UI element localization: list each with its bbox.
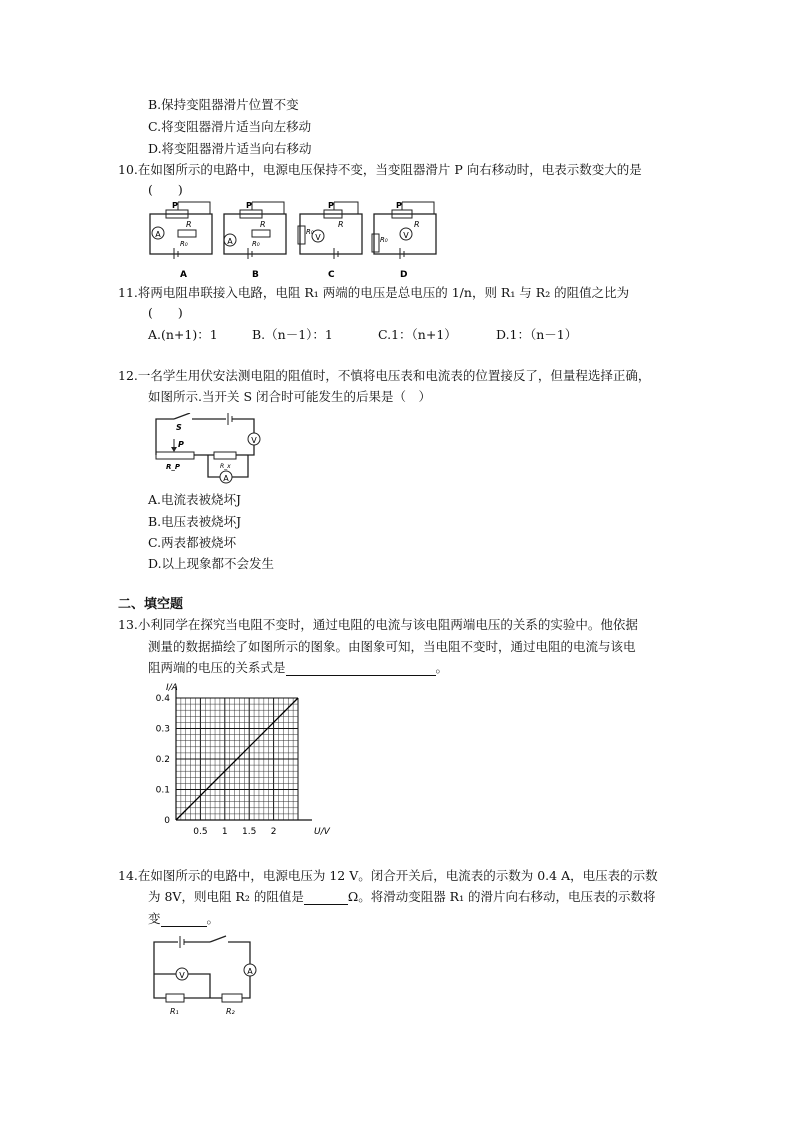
- circuit-d-resistor: R₀: [380, 236, 388, 244]
- section-heading: 二、填空题: [118, 597, 184, 612]
- x-tick-label: 1.5: [242, 827, 257, 837]
- q13-line-1: 13.小利同学在探究当电阻不变时，通过电阻的电流与该电阻两端电压的关系的实验中。他依据: [118, 617, 638, 632]
- circuit-a: [150, 201, 212, 280]
- q13-line-2: 测量的数据描绘了如图所示的图象。由图象可知，当电阻不变时，通过电阻的电流与该电: [148, 639, 636, 654]
- q12-option-c: C.两表都被烧坏: [148, 535, 237, 550]
- q12-switch-label: S: [176, 423, 182, 432]
- q9-option-d: D.将变阻器滑片适当向右移动: [148, 141, 312, 156]
- q14-line-2b: Ω。将滑动变阻器 R₁ 的滑片向右移动，电压表的示数将: [347, 889, 656, 904]
- q14-line-3b: 。: [206, 911, 220, 926]
- q14-circuit-figure: [148, 934, 268, 1020]
- q13-line-3: [148, 660, 448, 676]
- circuit-b-resistor: R₀: [252, 240, 260, 248]
- circuit-b-rheostat: R: [260, 220, 266, 229]
- q12-resistor-label: R_x: [220, 463, 231, 470]
- q14-voltmeter: V: [179, 971, 185, 980]
- x-tick-label: 0.5: [193, 827, 208, 837]
- circuit-a-meter: A: [155, 230, 161, 239]
- q10-blank: ( ): [148, 182, 183, 197]
- circuit-c-resistor: R₀: [306, 228, 314, 236]
- circuit-d: [372, 201, 436, 280]
- q12-ammeter: A: [223, 474, 229, 483]
- q11-blank: ( ): [148, 305, 183, 320]
- q10-stem: 10.在如图所示的电路中，电源电压保持不变，当变阻器滑片 P 向右移动时，电表示数变大的是: [118, 162, 642, 177]
- q11-stem: 11.将两电阻串联接入电路，电阻 R₁ 两端的电压是总电压的 1/n，则 R₁ 与 R₂ 的阻值之比为: [118, 285, 630, 300]
- q14-answer-blank-2: [161, 913, 207, 927]
- q12-stem-2: 如图所示.当开关 S 闭合时可能发生的后果是（ ）: [148, 389, 431, 404]
- q13-line-3-end: 。: [435, 660, 449, 675]
- q12-voltmeter: V: [251, 436, 257, 445]
- q12-rheostat-label: R_P: [166, 463, 181, 471]
- circuit-c-rheostat: R: [338, 220, 344, 229]
- q14-answer-blank-1: [304, 891, 348, 905]
- circuit-b: [224, 201, 286, 280]
- y-tick-label: 0.1: [155, 785, 170, 796]
- y-tick-label: 0.4: [155, 694, 170, 704]
- q9-option-b: B.保持变阻器滑片位置不变: [148, 97, 299, 112]
- q14-line-2: [148, 889, 656, 905]
- q12-circuit-figure: [150, 413, 276, 487]
- q12-stem: 12.一名学生用伏安法测电阻的阻值时，不慎将电压表和电流表的位置接反了，但量程选择正确，: [118, 368, 651, 383]
- circuit-d-label: D: [400, 270, 408, 280]
- q14-line-3a: 变: [148, 911, 161, 926]
- circuit-d-slider: P: [396, 201, 402, 210]
- circuit-d-rheostat: R: [414, 220, 420, 229]
- q11-option-c: C.1：（n+1）: [378, 327, 457, 342]
- x-tick-label: 2: [270, 827, 277, 837]
- y-tick-label: 0.2: [155, 755, 170, 765]
- circuit-b-label: B: [252, 270, 259, 280]
- q12-slider-label: P: [178, 440, 184, 449]
- circuit-a-rheostat: R: [186, 220, 192, 229]
- q14-ammeter: A: [247, 967, 253, 976]
- circuit-d-meter: V: [403, 231, 409, 240]
- circuit-b-meter: A: [227, 237, 233, 246]
- q11-option-a: A.(n+1)：1: [148, 327, 218, 342]
- q14-r1-label: R₁: [170, 1007, 179, 1016]
- circuit-c-slider: P: [328, 201, 334, 210]
- circuit-c: [298, 201, 362, 280]
- y-tick-label: 0: [164, 816, 170, 826]
- q14-line-3: [148, 911, 219, 927]
- q13-iu-graph: [148, 680, 338, 840]
- q11-option-b: B.（n－1）：1: [252, 327, 333, 342]
- q11-option-d: D.1：（n－1）: [496, 327, 578, 342]
- circuit-a-resistor: R₀: [180, 240, 188, 248]
- circuit-c-meter: V: [315, 233, 321, 242]
- circuit-c-label: C: [328, 270, 335, 280]
- q12-option-a: A.电流表被烧坏J: [148, 492, 242, 507]
- x-axis-label: U/V: [314, 827, 330, 837]
- y-axis-label: I/A: [166, 683, 178, 693]
- circuit-b-slider: P: [246, 201, 252, 210]
- q13-answer-blank: [286, 662, 436, 676]
- q9-option-c: C.将变阻器滑片适当向左移动: [148, 119, 312, 134]
- circuit-a-slider: P: [172, 201, 178, 210]
- circuit-a-label: A: [180, 270, 187, 280]
- y-tick-label: 0.3: [155, 724, 170, 735]
- q10-circuits-figure: [140, 198, 440, 280]
- q13-line-3-text: 阻两端的电压的关系式是: [148, 660, 286, 675]
- q12-option-d: D.以上现象都不会发生: [148, 556, 275, 571]
- q14-line-2a: 为 8V，则电阻 R₂ 的阻值是: [148, 889, 304, 904]
- q12-option-b: B.电压表被烧坏J: [148, 514, 242, 529]
- q14-r2-label: R₂: [226, 1007, 235, 1016]
- x-tick-label: 1: [221, 827, 228, 837]
- q14-line-1: 14.在如图所示的电路中，电源电压为 12 V。闭合开关后，电流表的示数为 0.4 A，电压表的示数: [118, 868, 658, 883]
